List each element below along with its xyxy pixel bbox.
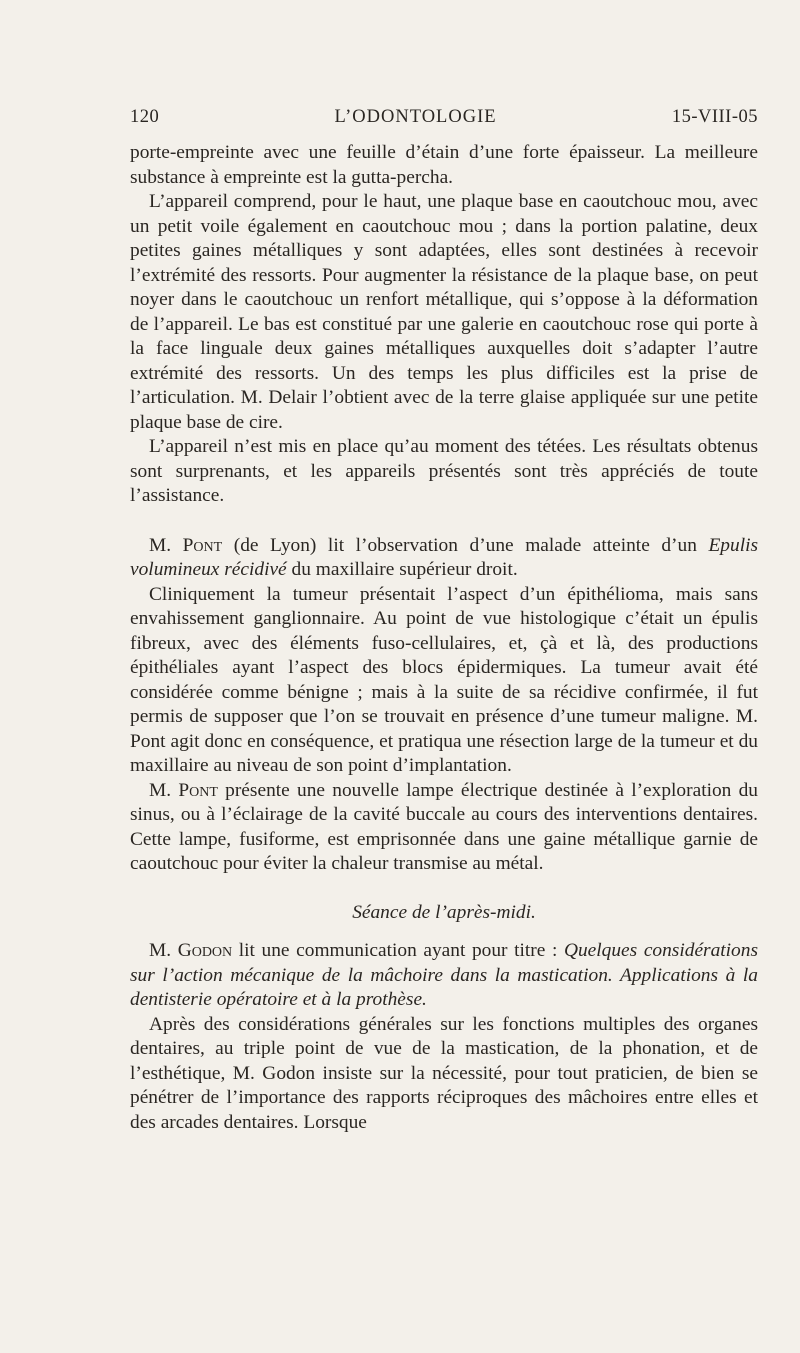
paragraph-7-text: lit une communication ayant pour titre : (232, 940, 564, 961)
speaker-name: Godon (177, 940, 233, 961)
paragraph-8: Après des considérations générales sur les fonctions multiples des organes dentaires, au triple point de vue de la mastication, de la phonation, et de l’esthétique, M. Godon insiste sur la nécessité, pour tout praticien, de bien se pénétrer de l’importance des rapports réciproques des mâchoires entre elles et des arcades dentaires. Lorsque (130, 1013, 758, 1133)
paragraph-3: L’appareil n’est mis en place qu’au moment des tétées. Les résultats obtenus sont surprenants, et les appareils présentés sont très appréciés de toute l’assistance. (130, 436, 758, 506)
page-number: 120 (130, 107, 160, 127)
article-body (130, 141, 758, 1135)
paragraph-4 (130, 534, 758, 583)
communication-title: Quelques considérations sur l’action mécanique de la mâchoire dans la mastication. Applications à la dentisterie opératoire et à la prothèse. (130, 940, 758, 1010)
running-header (130, 107, 758, 141)
issue-date: 15-VIII-05 (671, 107, 758, 127)
paragraph-4-text: (de Lyon) lit l’observation d’une malade atteinte d’un (222, 534, 709, 556)
paragraph-4-tail: du maxillaire supérieur droit. (286, 559, 518, 580)
paragraph-2: L’appareil comprend, pour le haut, une plaque base en caoutchouc mou, avec un petit voile également en caoutchouc mou ; dans la portion palatine, deux petites gaines métalliques y sont adaptées, elles sont destinées à recevoir l’extrémité des ressorts. Pour augmenter la résistance de la plaque base, on peut noyer dans le caoutchouc un renfort métallique, qui s’oppose à la déformation de l’appareil. Le bas est constitué par une galerie en caoutchouc rose qui porte à la face linguale deux gaines métalliques auxquelles doit s’adapter l’autre extrémité des ressorts. Un des temps les plus difficiles est la prise de l’articulation. M. Delair l’obtient avec de la terre glaise appliquée sur une petite plaque base de cire. (130, 191, 758, 433)
speaker-prefix: M. (149, 940, 178, 961)
journal-title: L’ODONTOLOGIE (334, 107, 497, 127)
speaker-prefix: M. (149, 534, 183, 556)
paragraph-5: Cliniquement la tumeur présentait l’aspect d’un épithélioma, mais sans envahissement ganglionnaire. Au point de vue histologique c’était un épulis fibreux, avec des éléments fuso-cellulaires, et, çà et là, des productions épithéliales ayant l’aspect des blocs épidermiques. La tumeur avait été considérée comme bénigne ; mais à la suite de sa récidive confirmée, il fut permis de supposer que l’on se trouvait en présence d’une tumeur maligne. M. Pont agit donc en conséquence, et pratiqua une résection large de la tumeur et du maxillaire au niveau de son point d’implantation. (130, 583, 758, 776)
paragraph-1: porte-empreinte avec une feuille d’étain d’une forte épaisseur. La meilleure substance à empreinte est la gutta-percha. (130, 142, 758, 188)
speaker-name: Pont (182, 534, 223, 556)
paragraph-gap (130, 509, 758, 534)
paragraph-6 (130, 779, 758, 877)
case-title: Epulis volumineux récidivé (130, 534, 759, 580)
paragraph-7 (130, 939, 758, 1013)
section-heading: Séance de l’après-midi. (352, 901, 536, 923)
speaker-name: Pont (178, 779, 218, 801)
paragraph-6-text: présente une nouvelle lampe électrique destinée à l’exploration du sinus, ou à l’éclairage de la cavité buccale au cours des interventions dentaires. Cette lampe, fusiforme, est emprisonnée dans une gaine métallique garnie de caoutchouc pour éviter la chaleur transmise au métal. (130, 779, 758, 874)
speaker-prefix: M. (149, 779, 179, 801)
